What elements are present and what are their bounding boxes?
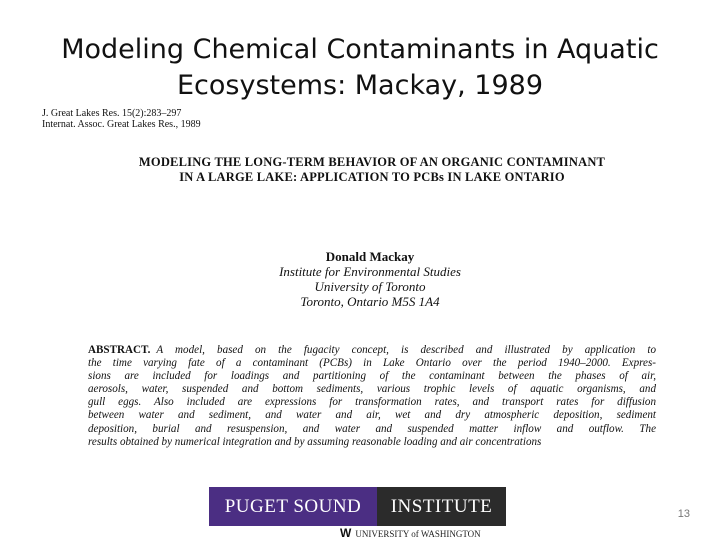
abstract-line: between water and sediment, and water and air, wet and dry atmospheric deposition, sediment bbox=[88, 409, 656, 422]
abstract-line: results obtained by numerical integration and by assuming reasonable loading and air concentrations bbox=[88, 435, 542, 448]
uw-text: UNIVERSITY of WASHINGTON bbox=[355, 529, 481, 539]
slide-title-line-1: Modeling Chemical Contaminants in Aquatic bbox=[61, 34, 659, 65]
puget-sound-institute-logo bbox=[209, 487, 506, 526]
abstract-line: gull eggs. Also included are expressions for transformation rates, and transport rates for diffusion bbox=[88, 396, 656, 409]
paper-title-line-1: MODELING THE LONG-TERM BEHAVIOR OF AN ORGANIC CONTAMINANT bbox=[138, 155, 606, 169]
abstract-line: sions are included for loadings and partitioning of the contaminant between the phases of air, bbox=[88, 370, 656, 383]
uw-wordmark bbox=[340, 527, 481, 540]
slide-title-line-2: Ecosystems: Mackay, 1989 bbox=[176, 70, 544, 101]
abstract-line: aerosols, water, suspended and bottom sediments, various trophic levels of aquatic organisms, and bbox=[88, 383, 656, 396]
abstract-label: ABSTRACT. bbox=[88, 344, 151, 356]
journal-citation bbox=[42, 108, 201, 130]
abstract-line-text: A model, based on the fugacity concept, is described and illustrated by application to bbox=[156, 344, 656, 356]
paper-title-line-2: IN A LARGE LAKE: APPLICATION TO PCBs IN LAKE ONTARIO bbox=[179, 170, 565, 184]
paper-title bbox=[92, 155, 652, 185]
author-block bbox=[240, 249, 500, 309]
author-name: Donald Mackay bbox=[325, 249, 415, 264]
page-number: 13 bbox=[677, 508, 690, 520]
slide-title bbox=[0, 32, 720, 104]
logo-institute-text: INSTITUTE bbox=[377, 487, 506, 526]
citation-line-1: J. Great Lakes Res. 15(2):283–297 bbox=[42, 108, 182, 119]
abstract-line: the time varying fate of a contaminant (PCBs) in Lake Ontario over the period 1940–2000. Expres- bbox=[88, 357, 656, 370]
logo-puget-sound-text: PUGET SOUND bbox=[209, 487, 377, 526]
affiliation-line-3: Toronto, Ontario M5S 1A4 bbox=[300, 294, 440, 309]
affiliation-line-2: University of Toronto bbox=[314, 279, 426, 294]
abstract bbox=[88, 344, 656, 449]
uw-w-icon: W bbox=[340, 526, 352, 540]
abstract-line: deposition, burial and resuspension, and water and suspended matter inflow and outflow. The bbox=[88, 422, 656, 435]
abstract-line bbox=[88, 344, 656, 357]
citation-line-2: Internat. Assoc. Great Lakes Res., 1989 bbox=[42, 119, 201, 130]
affiliation-line-1: Institute for Environmental Studies bbox=[279, 264, 461, 279]
